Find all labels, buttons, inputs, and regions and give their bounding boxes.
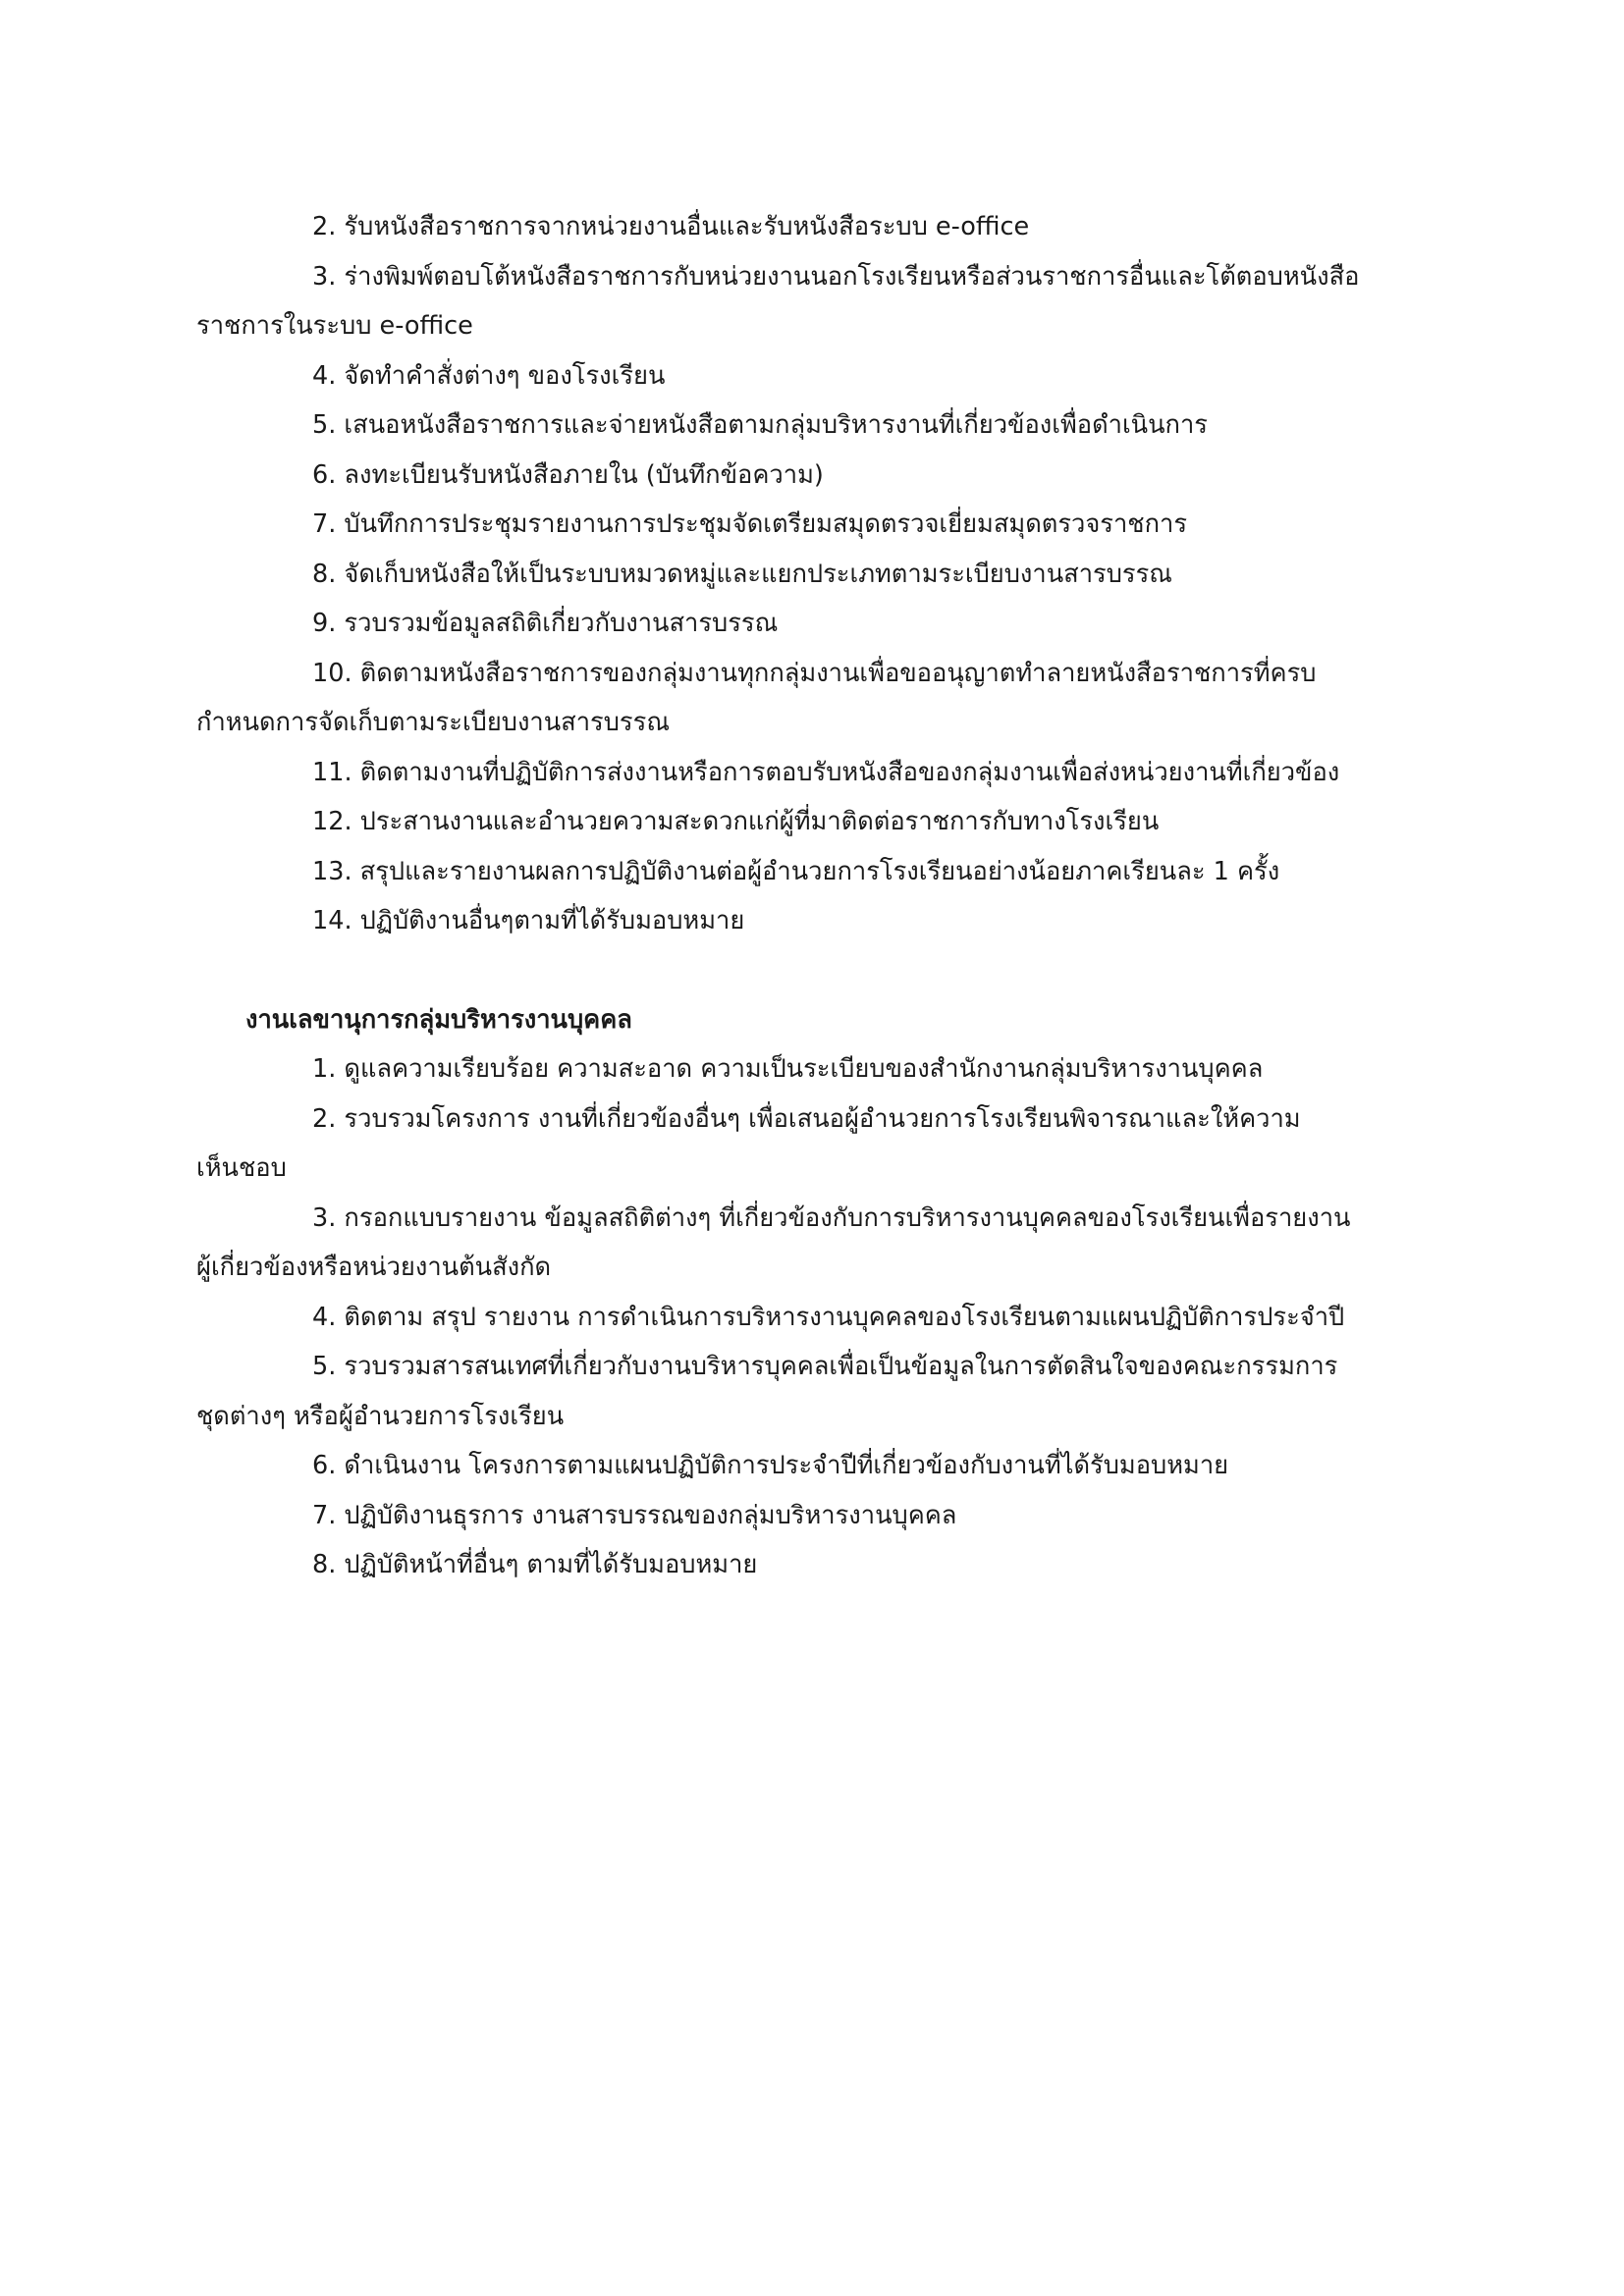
list-item: 8. ปฏิบัติหน้าที่อื่นๆ ตามที่ได้รับมอบหมาย [312, 1550, 758, 1579]
list-item-continuation: กำหนดการจัดเก็บตามระเบียบงานสารบรรณ [196, 708, 670, 737]
list-item-continuation: เห็นชอบ [196, 1153, 287, 1183]
section-spacer [196, 946, 1434, 995]
list-item: 4. ติดตาม สรุป รายงาน การดำเนินการบริหารงานบุคคลของโรงเรียนตามแผนปฏิบัติการประจำปี [312, 1302, 1345, 1332]
list-item: 9. รวบรวมข้อมูลสถิติเกี่ยวกับงานสารบรรณ [312, 609, 779, 638]
list-item: 4. จัดทำคำสั่งต่างๆ ของโรงเรียน [312, 360, 666, 391]
list-item: 3. ร่างพิมพ์ตอบโต้หนังสือราชการกับหน่วยงานนอกโรงเรียนหรือส่วนราชการอื่นและโต้ตอบหนังสือ [312, 261, 1360, 292]
list-item-continuation: ราชการในระบบ e-office [196, 311, 473, 341]
section-heading: งานเลขานุการกลุ่มบริหารงานบุคคล [245, 1004, 632, 1035]
list-item: 8. จัดเก็บหนังสือให้เป็นระบบหมวดหมู่และแยกประเภทตามระเบียบงานสารบรรณ [312, 559, 1172, 589]
list-item-continuation: ผู้เกี่ยวข้องหรือหน่วยงานต้นสังกัด [196, 1253, 552, 1282]
list-item: 1. ดูแลความเรียบร้อย ความสะอาด ความเป็นระเบียบของสำนักงานกลุ่มบริหารงานบุคคล [312, 1054, 1264, 1084]
list-item: 14. ปฏิบัติงานอื่นๆตามที่ได้รับมอบหมาย [312, 906, 745, 935]
list-item: 12. ประสานงานและอำนวยความสะดวกแก่ผู้ที่มาติดต่อราชการกับทางโรงเรียน [312, 807, 1160, 836]
list-item: 2. รับหนังสือราชการจากหน่วยงานอื่นและรับหนังสือระบบ e-office [312, 212, 1030, 241]
list-item: 5. รวบรวมสารสนเทศที่เกี่ยวกับงานบริหารบุคคลเพื่อเป็นข้อมูลในการตัดสินใจของคณะกรรมการ [312, 1352, 1338, 1381]
list-item-continuation: ชุดต่างๆ หรือผู้อำนวยการโรงเรียน [196, 1401, 565, 1431]
list-item: 13. สรุปและรายงานผลการปฏิบัติงานต่อผู้อำนวยการโรงเรียนอย่างน้อยภาคเรียนละ 1 ครั้ง [312, 856, 1280, 886]
list-item: 7. ปฏิบัติงานธุรการ งานสารบรรณของกลุ่มบริหารงานบุคคล [312, 1500, 957, 1530]
list-item: 3. กรอกแบบรายงาน ข้อมูลสถิติต่างๆ ที่เกี่ยวข้องกับการบริหารงานบุคคลของโรงเรียนเพื่อรายงาน [312, 1202, 1351, 1233]
section-personnel-secretary [196, 995, 1434, 1590]
document-body [196, 202, 1434, 1590]
list-item: 5. เสนอหนังสือราชการและจ่ายหนังสือตามกลุ่มบริหารงานที่เกี่ยวข้องเพื่อดำเนินการ [312, 410, 1208, 440]
duty-list-secretariat [196, 202, 1434, 946]
list-item: 6. ดำเนินงาน โครงการตามแผนปฏิบัติการประจำปีที่เกี่ยวข้องกับงานที่ได้รับมอบหมาย [312, 1451, 1229, 1480]
list-item: 11. ติดตามงานที่ปฏิบัติการส่งงานหรือการตอบรับหนังสือของกลุ่มงานเพื่อส่งหน่วยงานที่เกี่ยวข้อง [312, 757, 1340, 787]
list-item: 10. ติดตามหนังสือราชการของกลุ่มงานทุกกลุ่มงานเพื่อขออนุญาตทำลายหนังสือราชการที่ครบ [312, 658, 1317, 688]
list-item: 6. ลงทะเบียนรับหนังสือภายใน (บันทึกข้อความ) [312, 459, 824, 490]
list-item: 2. รวบรวมโครงการ งานที่เกี่ยวข้องอื่นๆ เพื่อเสนอผู้อำนวยการโรงเรียนพิจารณาและให้ความ [312, 1103, 1301, 1134]
list-item: 7. บันทึกการประชุมรายงานการประชุมจัดเตรียมสมุดตรวจเยี่ยมสมุดตรวจราชการ [312, 509, 1188, 539]
